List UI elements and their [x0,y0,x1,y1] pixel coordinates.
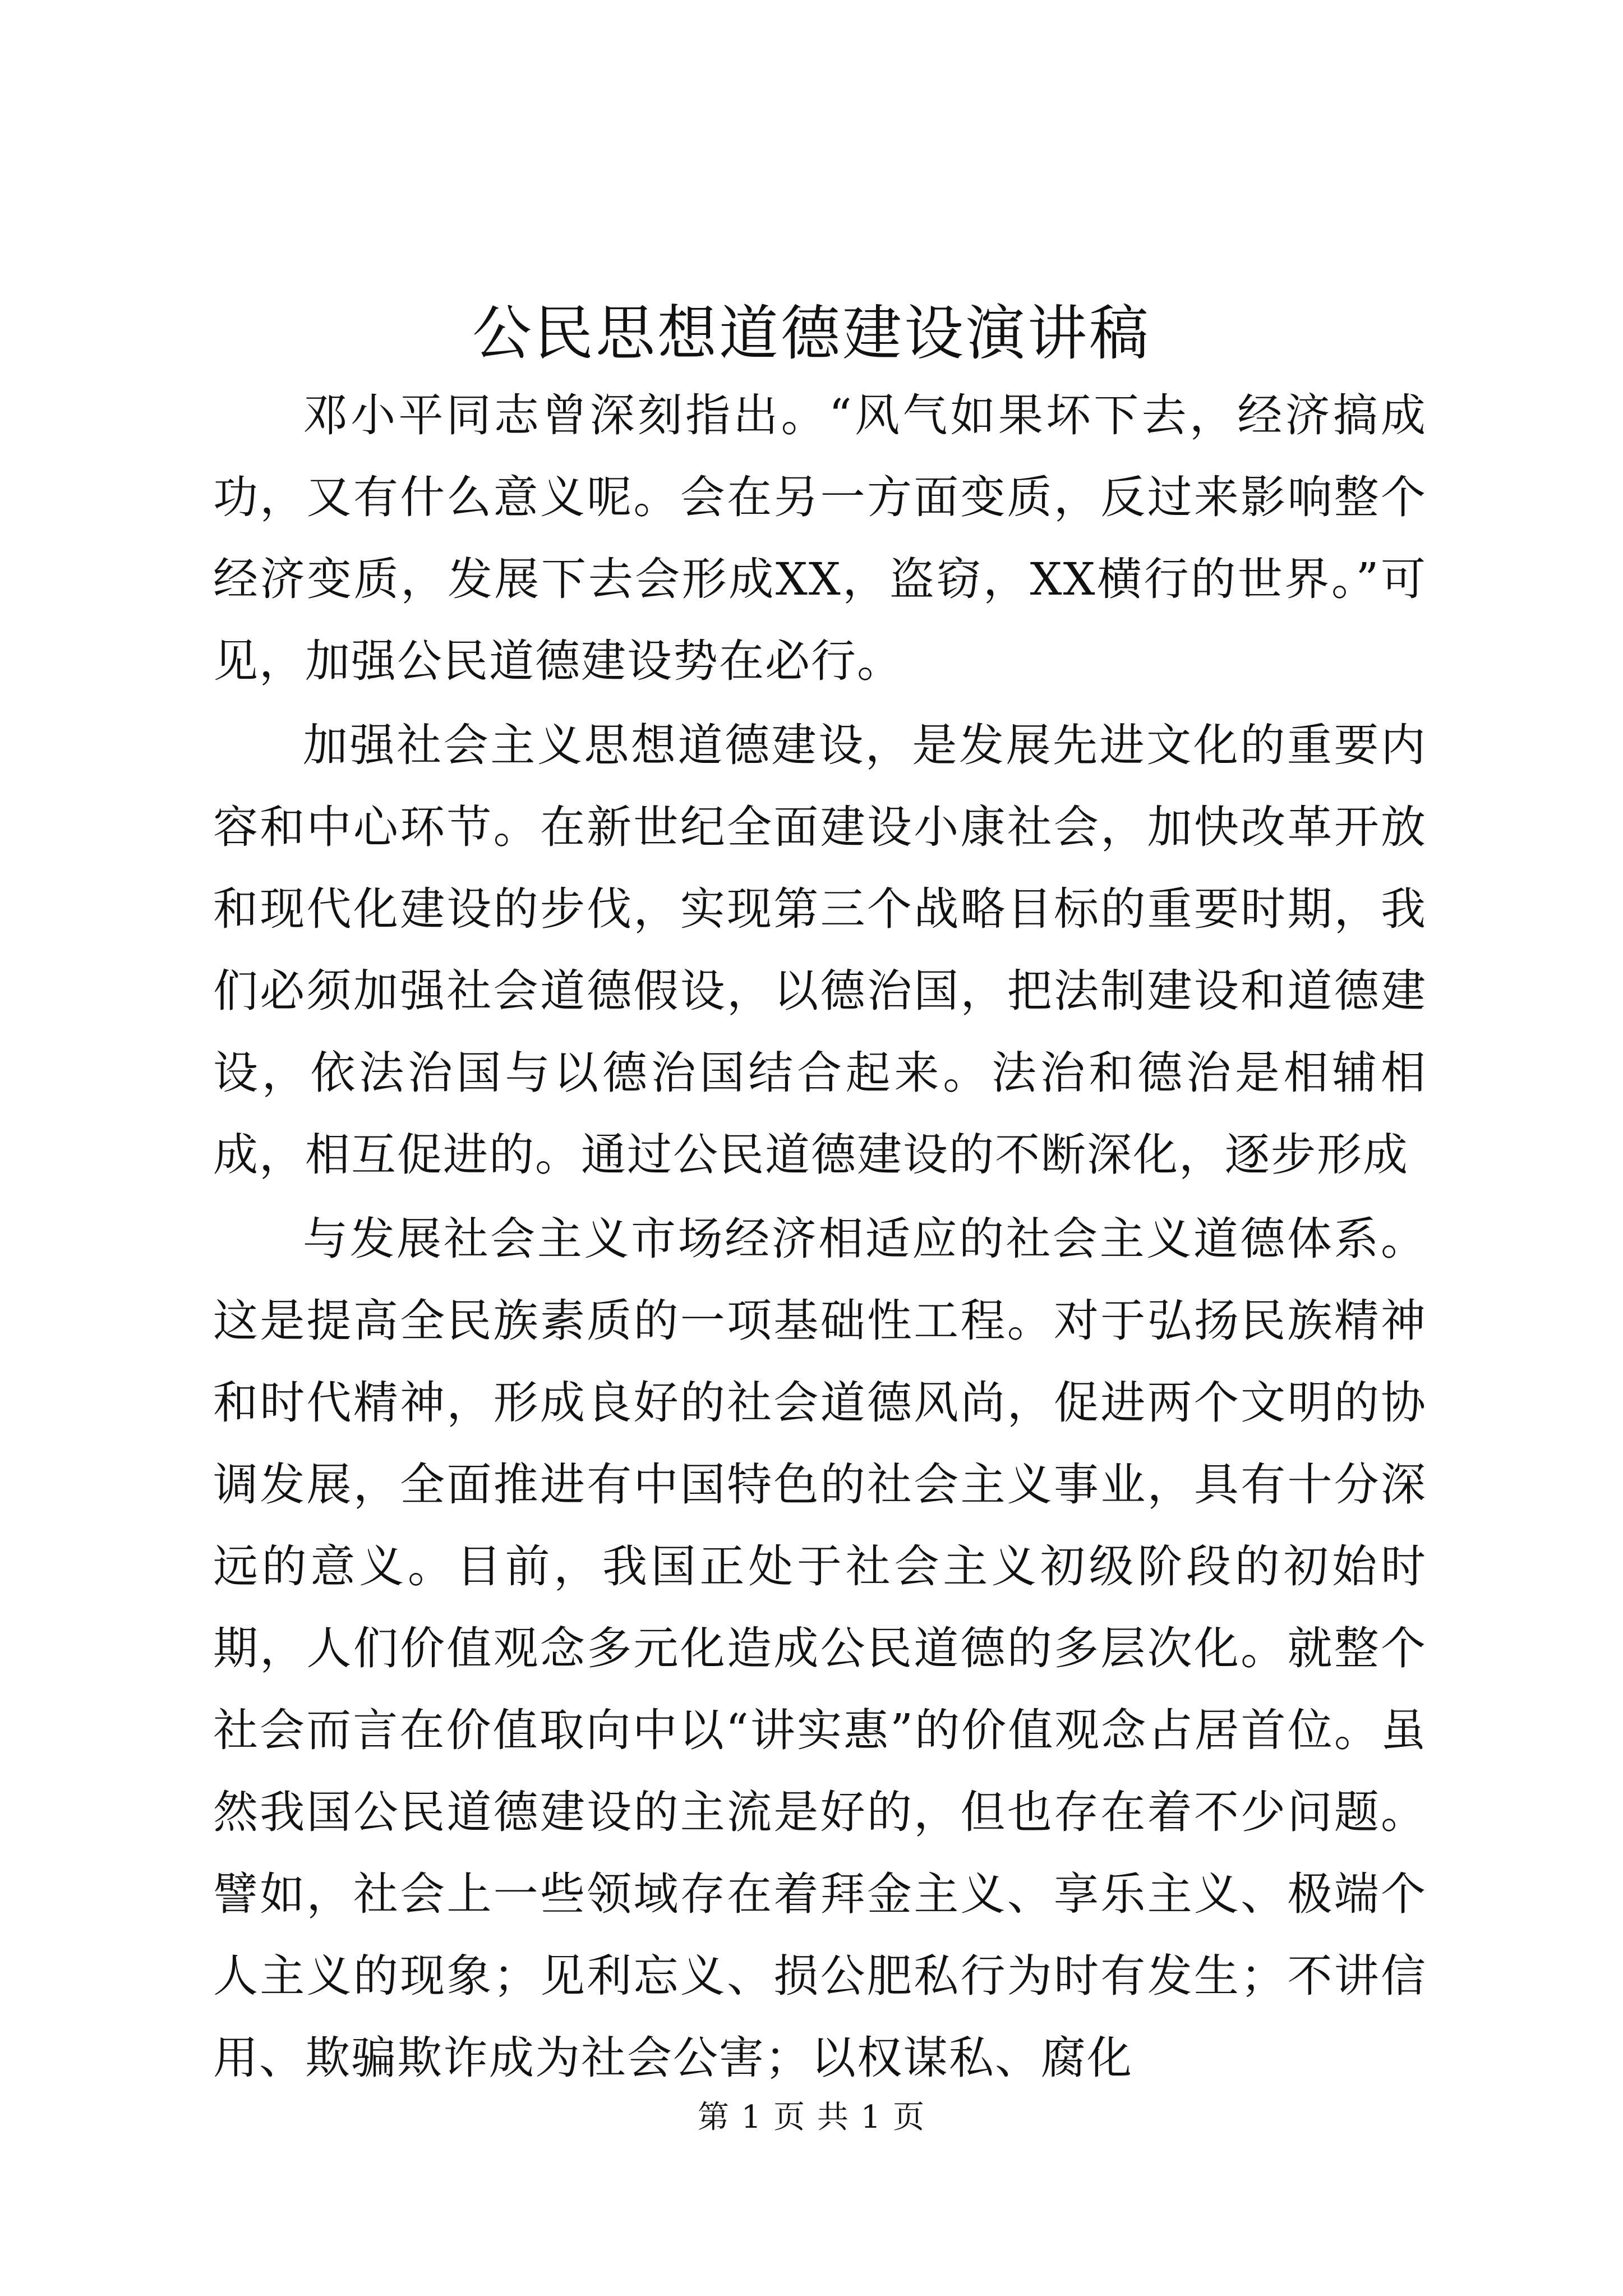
paragraph-1: 邓小平同志曾深刻指出。“风气如果坏下去，经济搞成功，又有什么意义呢。会在另一方面变质，反过来影响整个经济变质，发展下去会形成XX，盗窃，XX横行的世界。”可见，加强公民道德建设势在必行。 [213,389,1427,687]
page-footer: 第 1 页 共 1 页 [697,2099,926,2136]
paragraph-2: 加强社会主义思想道德建设，是发展先进文化的重要内容和中心环节。在新世纪全面建设小康社会，加快改革开放和现代化建设的步伐，实现第三个战略目标的重要时期，我们必须加强社会道德假设，以德治国，把法制建设和道德建设，依法治国与以德治国结合起来。法治和德治是相辅相成，相互促进的。通过公民道德建设的不断深化，逐步形成 [213,719,1427,1181]
document-body [213,375,1427,2099]
document-title: 公民思想道德建设演讲稿 [472,299,1151,368]
paragraph-3: 与发展社会主义市场经济相适应的社会主义道德体系。这是提高全民族素质的一项基础性工程。对于弘扬民族精神和时代精神，形成良好的社会道德风尚，促进两个文明的协调发展，全面推进有中国特色的社会主义事业，具有十分深远的意义。目前，我国正处于社会主义初级阶段的初始时期，人们价值观念多元化造成公民道德的多层次化。就整个社会而言在价值取向中以“讲实惠”的价值观念占居首位。虽然我国公民道德建设的主流是好的，但也存在着不少问题。譬如，社会上一些领域存在着拜金主义、享乐主义、极端个人主义的现象；见利忘义、损公肥私行为时有发生；不讲信用、欺骗欺诈成为社会公害；以权谋私、腐化 [213,1213,1427,2084]
